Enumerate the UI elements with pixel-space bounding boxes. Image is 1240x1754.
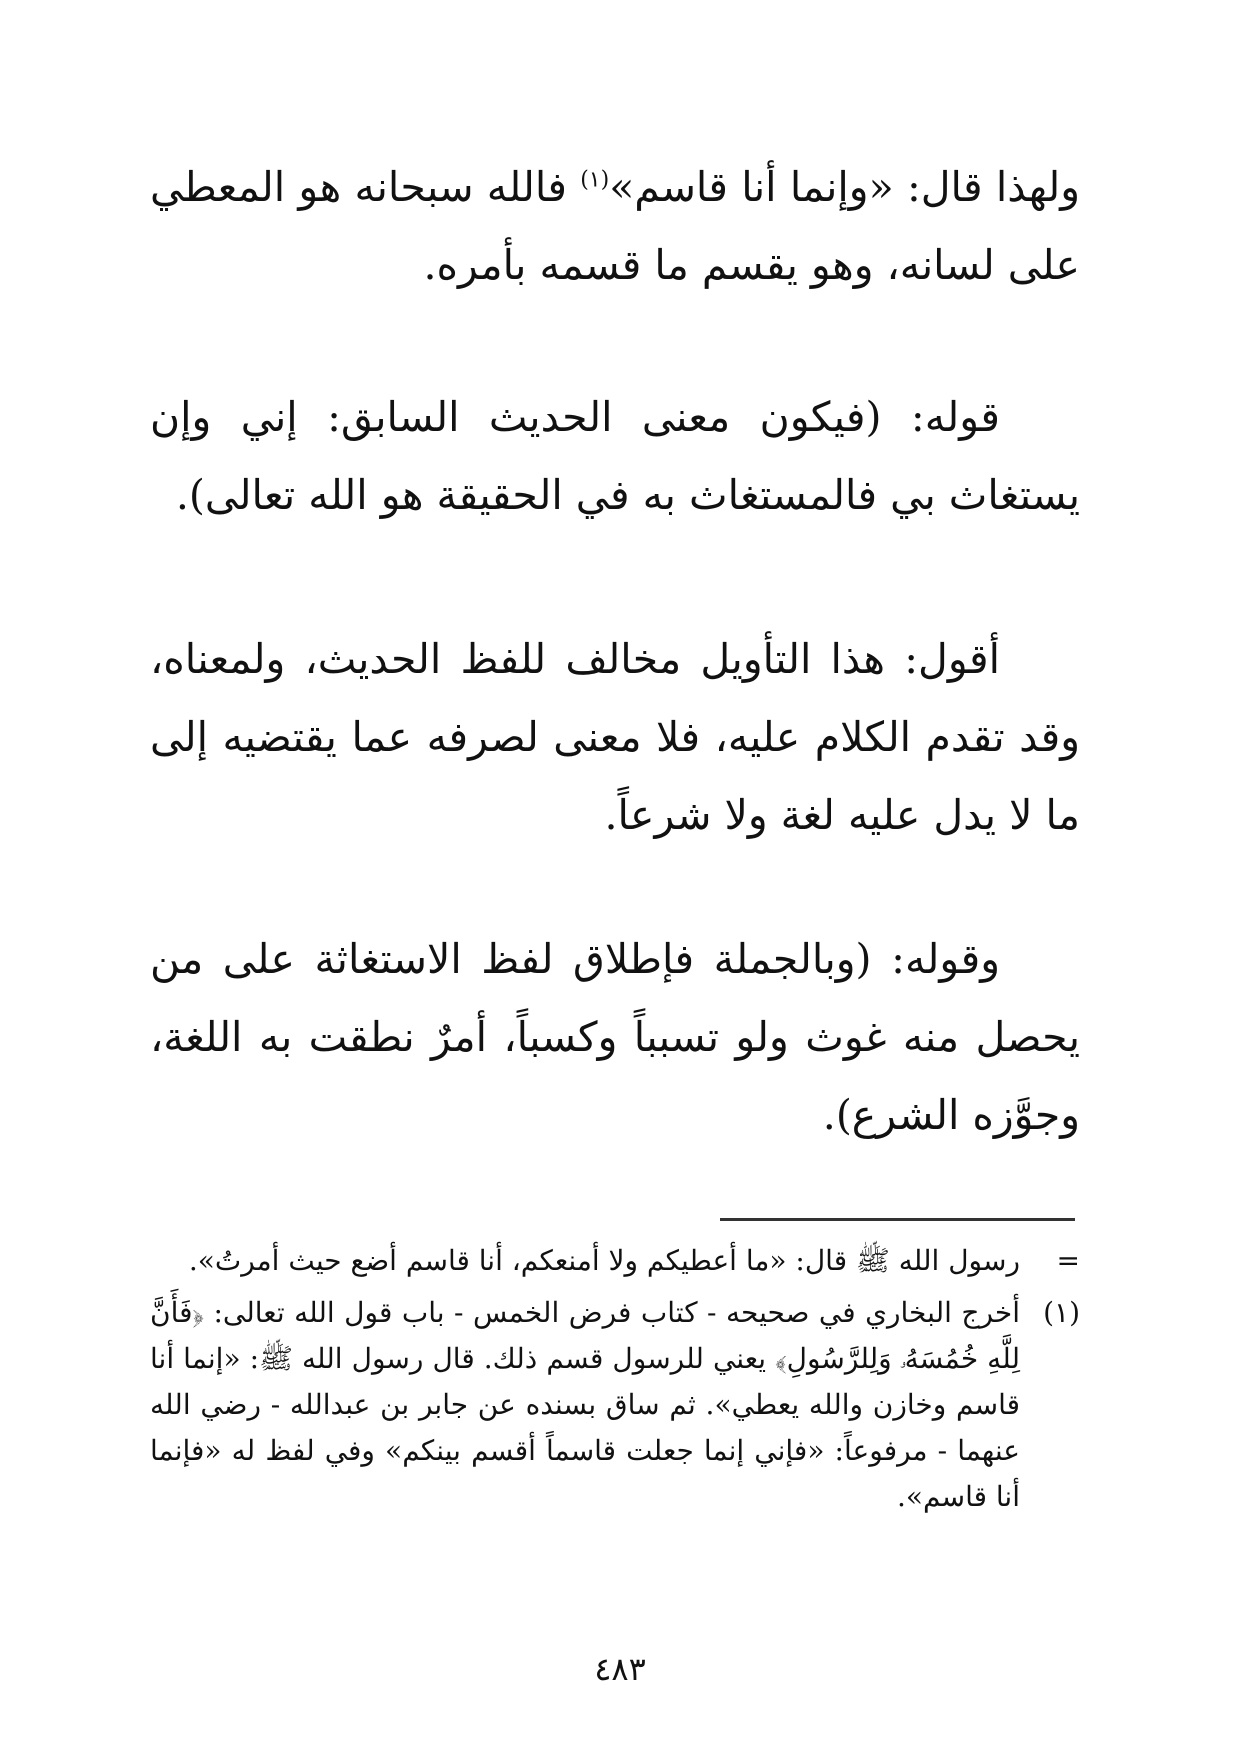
paragraph-2 <box>150 378 1080 534</box>
paragraph-1-rest: فالله سبحانه هو المعطي على لسانه، وهو يقسم ما قسمه بأمره. <box>150 163 1080 289</box>
footnote-continuation <box>150 1238 1080 1284</box>
paragraph-1-text <box>150 148 1080 304</box>
paragraph-4-body: وقوله: (وبالجملة فإطلاق لفظ الاستغاثة على من يحصل منه غوث ولو تسبباً وكسباً، أمرٌ نطقت به اللغة، وجوَّزه الشرع). <box>150 935 1080 1139</box>
paragraph-2-body: قوله: (فيكون معنى الحديث السابق: إني وإن يستغاث بي فالمستغاث به في الحقيقة هو الله تعالى). <box>150 393 1080 519</box>
footnote-1 <box>150 1290 1080 1520</box>
footnote-separator <box>720 1218 1075 1221</box>
footnote-continuation-text: رسول الله ﷺ قال: «ما أعطيكم ولا أمنعكم، أنا قاسم أضع حيث أمرتُ». <box>188 1244 1020 1277</box>
paragraph-3 <box>150 620 1080 854</box>
paragraph-3-text <box>150 620 1080 854</box>
paragraph-4-text <box>150 920 1080 1154</box>
paragraph-3-body: أقول: هذا التأويل مخالف للفظ الحديث، ولمعناه، وقد تقدم الكلام عليه، فلا معنى لصرفه عما يقتضيه إلى ما لا يدل عليه لغة ولا شرعاً. <box>150 635 1080 839</box>
footnote-1-marker: (١) <box>1043 1296 1080 1329</box>
footnote-reference-1: (١) <box>580 167 610 193</box>
footnote-1-text: أخرج البخاري في صحيحه - كتاب فرض الخمس - باب قول الله تعالى: ﴿فَأَنَّ لِلَّهِ خُمُسَهُۥ وَلِلرَّسُولِ﴾ يعني للرسول قسم ذلك. قال رسول الله ﷺ: «إنما أنا قاسم وخازن والله يعطي». ثم ساق بسنده عن جابر بن عبدالله - رضي الله عنهما - مرفوعاً: «فإني إنما جعلت قاسماً أقسم بينكم» وفي لفظ له «فإنما أنا قاسم». <box>150 1296 1020 1513</box>
paragraph-1 <box>150 148 1080 304</box>
footnote-continuation-marker: = <box>1056 1244 1080 1277</box>
page-number: ٤٨٣ <box>594 1650 646 1688</box>
paragraph-2-text <box>150 378 1080 534</box>
paragraph-4 <box>150 920 1080 1154</box>
paragraph-1-lead: ولهذا قال: «وإنما أنا قاسم» <box>609 163 1080 211</box>
footnotes-section <box>150 1238 1080 1526</box>
